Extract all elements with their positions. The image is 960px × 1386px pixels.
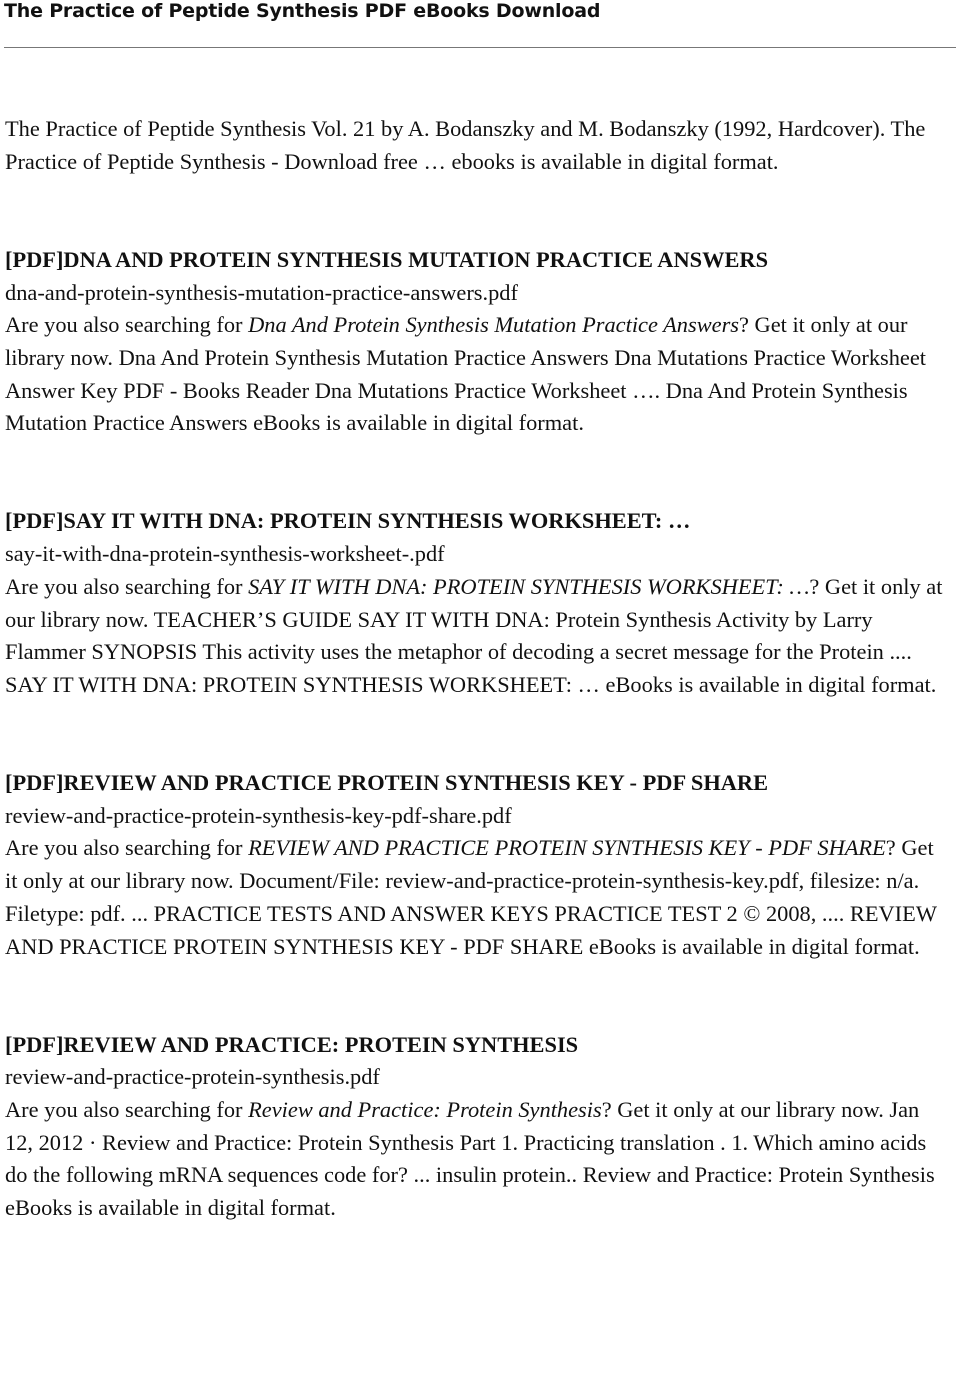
entry-description [5, 1094, 950, 1225]
entry-rest: ? Get it only at our library now. Jan 12, 2012 · Review and Practice: Protein Synthesis Part 1. Practicing translation . 1. Which amino acids do the following mRNA sequences code for? ... insulin protein.. Review and Practice: Protein Synthesis eBooks is available in digital format. [5, 1097, 935, 1221]
intro-paragraph: The Practice of Peptide Synthesis Vol. 21 by A. Bodanszky and M. Bodanszky (1992, Hardcover). The Practice of Peptide Synthesis - Download free … ebooks is available in digital format. [5, 116, 926, 174]
entry-filename: dna-and-protein-synthesis-mutation-practice-answers.pdf [5, 279, 518, 305]
entry-description [5, 832, 950, 963]
header-divider [4, 47, 956, 48]
entry-filename: say-it-with-dna-protein-synthesis-worksheet-.pdf [5, 541, 445, 567]
entry-description [5, 309, 950, 440]
entry-rest: ? Get it only at our library now. Document/File: review-and-practice-protein-synthesis-key.pdf, filesize: n/a. Filetype: pdf. ... PRACTICE TESTS AND ANSWER KEYS PRACTICE TEST 2 © 2008, .... REVIEW AND PRACTICE PROTEIN SYNTHESIS KEY - PDF SHARE eBooks is available in digital format. [5, 835, 937, 959]
entry-filename: review-and-practice-protein-synthesis.pdf [5, 1064, 380, 1090]
result-entry [5, 767, 950, 963]
entry-query: Review and Practice: Protein Synthesis [248, 1097, 602, 1123]
entry-prefix: Are you also searching for [5, 1097, 249, 1123]
entry-query: REVIEW AND PRACTICE PROTEIN SYNTHESIS KEY - PDF SHARE [248, 835, 886, 861]
entry-title: [PDF]DNA AND PROTEIN SYNTHESIS MUTATION PRACTICE ANSWERS [5, 246, 769, 272]
result-entry [5, 244, 950, 440]
entry-rest: ? Get it only at our library now. TEACHER’S GUIDE SAY IT WITH DNA: Protein Synthesis Activity by Larry Flammer SYNOPSIS This activity uses the metaphor of decoding a secret message for the Protein .... SAY IT WITH DNA: PROTEIN SYNTHESIS WORKSHEET: … eBooks is available in digital format. [5, 573, 943, 697]
entry-rest: ? Get it only at our library now. Dna And Protein Synthesis Mutation Practice Answers Dna Mutations Practice Worksheet Answer Key PDF - Books Reader Dna Mutations Practice Worksheet …. Dna And Protein Synthesis Mutation Practice Answers eBooks is available in digital format. [5, 312, 927, 436]
entry-title: [PDF]REVIEW AND PRACTICE PROTEIN SYNTHESIS KEY - PDF SHARE [5, 770, 769, 796]
document-body [5, 113, 950, 1225]
result-entry [5, 505, 950, 701]
page-title: The Practice of Peptide Synthesis PDF eBooks Download [4, 0, 601, 22]
entry-title: [PDF]REVIEW AND PRACTICE: PROTEIN SYNTHESIS [5, 1031, 579, 1057]
entry-query: Dna And Protein Synthesis Mutation Practice Answers [248, 312, 739, 338]
page-header [4, 0, 956, 50]
entry-filename: review-and-practice-protein-synthesis-key-pdf-share.pdf [5, 802, 512, 828]
entry-query: SAY IT WITH DNA: PROTEIN SYNTHESIS WORKSHEET: … [248, 573, 810, 599]
entry-prefix: Are you also searching for [5, 573, 249, 599]
result-entry [5, 1029, 950, 1225]
entry-title: [PDF]SAY IT WITH DNA: PROTEIN SYNTHESIS WORKSHEET: … [5, 508, 691, 534]
entry-prefix: Are you also searching for [5, 835, 249, 861]
entry-prefix: Are you also searching for [5, 312, 249, 338]
entry-description [5, 571, 950, 702]
